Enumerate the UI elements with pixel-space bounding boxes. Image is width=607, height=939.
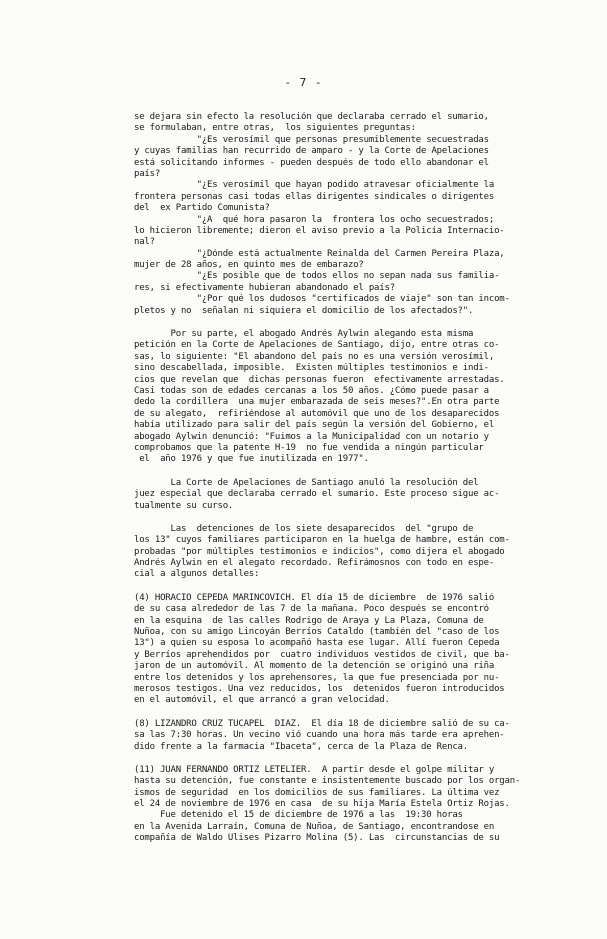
text-line: pletos y no señalan ni siquiera el domicilio de los afectados?". [134, 305, 474, 316]
text-line: nal? [134, 237, 155, 248]
text-line: jaron de un automóvil. Al momento de la detención se originó una riña [134, 661, 495, 672]
text-line: dedo la cordillera una mujer embarazada de seis meses?".En otra parte [134, 397, 500, 408]
text-line: país? [134, 168, 161, 179]
text-line: del ex Partido Comunista? [134, 203, 270, 214]
text-line: merosos testigos. Una vez reducidos, los detenidos fueron introducidos [134, 683, 505, 694]
text-line: sino descabellada, imposible. Existen múltiples testimonios e indi- [134, 363, 489, 374]
text-line: (11) JUAN FERNANDO ORTIZ LETELIER. A partir desde el golpe militar y [134, 764, 495, 775]
text-line: lo hicieron libremente; dieron el aviso previo a la Policía Internacio- [134, 225, 505, 236]
text-line: los 13" cuyos familiares participaron en la huelga de hambre, están com- [134, 535, 510, 546]
text-line: cial a algunos detalles: [134, 569, 260, 580]
text-line: "¿Es posible que de todos ellos no sepan nada sus familia- [134, 271, 500, 282]
text-line: en el automóvil, el que arrancó a gran velocidad. [134, 695, 390, 706]
text-line: Casi todas son de edades cercanas a los 50 años. ¿Cómo puede pasar a [134, 385, 489, 396]
text-line: de su alegato, refiriéndose al automóvil que uno de los desaparecidos [134, 408, 500, 419]
paragraph-detenciones [134, 524, 566, 581]
text-line: y Berríos aprehendidos por cuatro individuos vestidos de civil, que ba- [134, 649, 510, 660]
page-number: - 7 - [284, 76, 323, 89]
text-line: petición en la Corte de Apelaciones de Santiago, dijo, entre otras co- [134, 340, 500, 351]
text-line: "¿Es verosímil que personas presumiblemente secuestradas [134, 134, 489, 145]
text-line: mujer de 28 años, en quinto mes de embarazo? [134, 260, 364, 271]
text-line: Las detenciones de los siete desaparecidos del "grupo de [134, 523, 474, 534]
text-line: "¿Por qué los dudosos "certificados de viaje" son tan incom- [134, 294, 510, 305]
text-line: entre los detenidos y los aprehensores, la que fue presenciada por nu- [134, 672, 500, 683]
text-line: había utilizado para salir del país según la versión del Gobierno, el [134, 420, 495, 431]
text-line: juez especial que declaraba cerrado el sumario. Este proceso sigue ac- [134, 489, 500, 500]
text-line: se dejara sin efecto la resolución que declaraba cerrado el sumario, [134, 112, 489, 122]
text-line: abogado Aylwin denunció: "Fuimos a la Municipalidad con un notario y [134, 431, 489, 442]
text-line: dido frente a la farmacia "Ibaceta", cerca de la Plaza de Renca. [134, 741, 468, 752]
paragraph-ortiz [134, 765, 566, 845]
text-line: hasta su detención, fue constante e insistentemente buscado por los organ- [134, 776, 521, 787]
text-line: y cuyas familias han recurrido de amparo - y la Corte de Apelaciones [134, 146, 489, 157]
paragraph-tucapel [134, 719, 566, 753]
text-line: probadas "por múltiples testimonios e indicios", como dijera el abogado [134, 546, 505, 557]
text-line: se formulaban, entre otras, los siguientes preguntas: [134, 123, 416, 134]
text-line: compañía de Waldo Ulises Pizarro Molina (5). Las circunstancias de su [134, 833, 500, 844]
paragraph-corte-resolucion [134, 478, 566, 512]
document-body [134, 112, 566, 845]
text-line: el año 1976 y que fue inutilizada en 1977". [134, 454, 369, 465]
text-line: "¿A qué hora pasaron la frontera los ocho secuestrados; [134, 214, 495, 225]
text-line: de su casa alrededor de las 7 de la mañana. Poco después se encontró [134, 604, 489, 615]
text-line: Andrés Aylwin en el alegato recordado. Refirámosnos con todo en espe- [134, 558, 495, 569]
text-line: sas, lo siguiente: "El abandono del país no es una versión verosímil, [134, 351, 495, 362]
text-line: tualmente su curso. [134, 500, 234, 511]
text-line: comprobamos que la patente H-19 no fue vendida a ningún particular [134, 442, 484, 453]
text-line: en la Avenida Larraín, Comuna de Ñuñoa, de Santiago, encontrandose en [134, 821, 495, 832]
paragraph-aylwin-alegato [134, 329, 566, 466]
paragraph-preguntas [134, 112, 566, 317]
text-line: (4) HORACIO CEPEDA MARINCOVICH. El día 15 de diciembre de 1976 salió [134, 592, 495, 603]
text-line: está solicitando informes - pueden después de todo ello abandonar el [134, 157, 489, 168]
text-line: Por su parte, el abogado Andrés Aylwin alegando esta misma [134, 329, 474, 340]
text-line: "¿Es verosímil que hayan podido atravesar oficialmente la [134, 180, 495, 191]
text-line: res, si efectivamente hubieran abandonado el país? [134, 282, 395, 293]
text-line: cios que revelan que dichas personas fueron efectivamente arrestadas. [134, 374, 505, 385]
text-line: ismos de seguridad en los domicilios de sus familiares. La última vez [134, 787, 500, 798]
text-line: Fue detenido el 15 de diciembre de 1976 a las 19:30 horas [134, 810, 463, 821]
paragraph-cepeda [134, 593, 566, 707]
text-line: (8) LIZANDRO CRUZ TUCAPEL DIAZ. El día 18 de diciembre salió de su ca- [134, 718, 510, 729]
text-line: "¿Dónde está actualmente Reinalda del Carmen Pereira Plaza, [134, 248, 505, 259]
text-line: La Corte de Apelaciones de Santiago anuló la resolución del [134, 477, 479, 488]
text-line: Ñuñoa, con su amigo Lincoyán Berríos Cataldo (también del "caso de los [134, 627, 500, 638]
text-line: frontera personas casi todas ellas dirigentes sindicales o dirigentes [134, 191, 495, 202]
text-line: en la esquina de las calles Rodrigo de Araya y La Plaza, Comuna de [134, 615, 484, 626]
text-line: el 24 de noviembre de 1976 en casa de su hija María Estela Ortiz Rojas. [134, 799, 510, 810]
text-line: 13") a quien su esposa lo acompañó hasta ese lugar. Allí fueron Cepeda [134, 638, 500, 649]
text-line: sa las 7:30 horas. Un vecino vió cuando una hora más tarde era aprehen- [134, 730, 505, 741]
